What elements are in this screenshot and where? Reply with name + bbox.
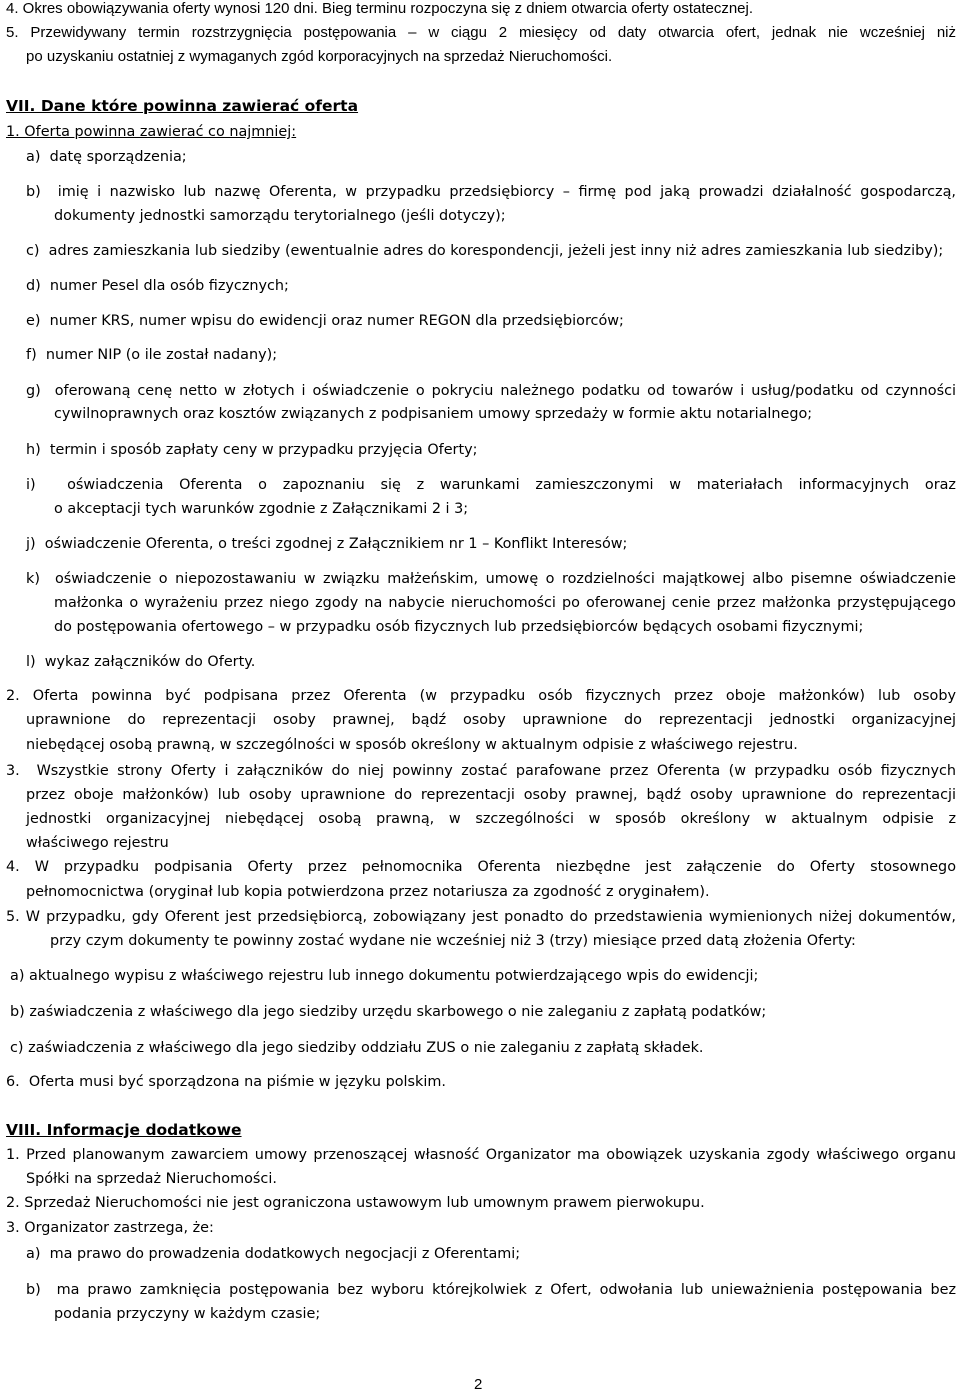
section-7-point-3-line-4: właściwego rejestru [26,835,169,851]
intro-point-5-line-2: po uzyskaniu ostatniej z wymaganych zgód korporacyjnych na sprzedaż Nieruchomości. [26,48,613,65]
section-8-point-2: 2. Sprzedaż Nieruchomości nie jest ograniczona ustawowym lub umownym prawem pierwokupu. [6,1195,705,1211]
item-c: c) adres zamieszkania lub siedziby (ewentualnie adres do korespondencji, jeżeli jest inny niż adres zamieszkania lub siedziby); [26,243,944,259]
intro-point-4: 4. Okres obowiązywania oferty wynosi 120 dni. Bieg terminu rozpoczyna się z dniem otwarcia oferty ostatecznej. [6,0,754,17]
item-d: d) numer Pesel dla osób fizycznych; [26,278,289,294]
section-7-point-3-line-3: jednostki organizacyjnej niebędącej osobą prawną, w szczególności w sposób określony w aktualnym odpisie z [26,811,956,827]
item-g-line-2: cywilnoprawnych oraz kosztów związanych z podpisaniem umowy sprzedaży w formie aktu notarialnego; [54,406,813,422]
section-8-point-3: 3. Organizator zastrzega, że: [6,1220,214,1236]
section-7-point-1-lead: 1. Oferta powinna zawierać co najmniej: [6,124,297,140]
item-k-line-3: do postępowania ofertowego – w przypadku osób fizycznych lub przedsiębiorców będących osobami fizycznymi; [54,619,864,635]
section-8-item-a: a) ma prawo do prowadzenia dodatkowych negocjacji z Oferentami; [26,1246,521,1262]
section-8-item-b-line-2: podania przyczyny w każdym czasie; [54,1306,321,1322]
section-8-point-1-line-2: Spółki na sprzedaż Nieruchomości. [26,1171,277,1187]
item-f: f) numer NIP (o ile został nadany); [26,347,278,363]
section-7-point-5-item-a: a) aktualnego wypisu z właściwego rejestru lub innego dokumentu potwierdzającego wpis do ewidencji; [10,968,759,984]
item-i-line-1: i) oświadczenia Oferenta o zapoznaniu się z warunkami zamieszczonymi w materiałach informacyjnych oraz [26,477,956,493]
section-7-heading: VII. Dane które powinna zawierać oferta [6,97,359,115]
intro-point-5-line-1: 5. Przewidywany termin rozstrzygnięcia postępowania – w ciągu 2 miesięcy od daty otwarcia ofert, jednak nie wcześniej niż [6,24,956,41]
item-h: h) termin i sposób zapłaty ceny w przypadku przyjęcia Oferty; [26,442,478,458]
item-l: l) wykaz załączników do Oferty. [26,654,256,670]
page-number: 2 [474,1376,483,1393]
section-7-point-4-line-2: pełnomocnictwa (oryginał lub kopia potwierdzona przez notariusza za zgodność z oryginałem). [26,884,710,900]
item-b-line-1: b) imię i nazwisko lub nazwę Oferenta, w przypadku przedsiębiorcy – firmę pod jaką prowadzi działalność gospodarczą, [26,184,956,200]
section-7-point-5-item-c: c) zaświadczenia z właściwego dla jego siedziby oddziału ZUS o nie zaleganiu z zapłatą składek. [10,1040,704,1056]
section-8-point-1-line-1: 1. Przed planowanym zawarciem umowy przenoszącej własność Organizator ma obowiązek uzyskania zgody właściwego organu [6,1147,956,1163]
item-b-line-2: dokumenty jednostki samorządu terytorialnego (jeśli dotyczy); [54,208,506,224]
item-k-line-2: małżonka o wyrażeniu przez niego zgody na nabycie nieruchomości po oferowanej cenie przez małżonka przystępującego [54,595,956,611]
section-8-item-b-line-1: b) ma prawo zamknięcia postępowania bez wyboru którejkolwiek z Ofert, odwołania lub unieważnienia postępowania bez [26,1282,956,1298]
section-8-heading: VIII. Informacje dodatkowe [6,1121,242,1139]
section-7-point-3-line-1: 3. Wszystkie strony Oferty i załączników do niej powinny zostać parafowane przez Oferenta (w przypadku osób fizycznych [6,763,956,779]
item-k-line-1: k) oświadczenie o niepozostawaniu w związku małżeńskim, umowę o rozdzielności majątkowej albo pisemne oświadczenie [26,571,956,587]
section-7-point-5-line-2: przy czym dokumenty te powinny zostać wydane nie wcześniej niż 3 (trzy) miesiące przed datą złożenia Oferty: [50,933,856,949]
section-7-point-4-line-1: 4. W przypadku podpisania Oferty przez pełnomocnika Oferenta niezbędne jest załączenie do Oferty stosownego [6,859,956,875]
item-e: e) numer KRS, numer wpisu do ewidencji oraz numer REGON dla przedsiębiorców; [26,313,624,329]
section-7-point-2-line-3: niebędącej osobą prawną, w szczególności w sposób określony w aktualnym odpisie z właściwego rejestru. [26,737,798,753]
item-i-line-2: o akceptacji tych warunków zgodnie z Załącznikami 2 i 3; [54,501,469,517]
section-7-point-5-item-b: b) zaświadczenia z właściwego dla jego siedziby urzędu skarbowego o nie zaleganiu z zapłatą podatków; [10,1004,767,1020]
item-g-line-1: g) oferowaną cenę netto w złotych i oświadczenie o pokryciu należnego podatku od towarów i usług/podatku od czynności [26,383,956,399]
section-7-point-2-line-1: 2. Oferta powinna być podpisana przez Oferenta (w przypadku osób fizycznych przez oboje małżonków) lub osoby [6,688,956,704]
section-7-point-6: 6. Oferta musi być sporządzona na piśmie w języku polskim. [6,1074,446,1090]
item-a: a) datę sporządzenia; [26,149,187,165]
section-7-point-3-line-2: przez oboje małżonków) lub osoby uprawnione do reprezentacji osoby prawnej, bądź osoby uprawnione do reprezentacji [26,787,956,803]
item-j: j) oświadczenie Oferenta, o treści zgodnej z Załącznikiem nr 1 – Konflikt Interesów; [26,536,628,552]
section-7-point-2-line-2: uprawnione do reprezentacji osoby prawnej, bądź osoby uprawnione do reprezentacji jednostki organizacyjnej [26,712,956,728]
section-7-point-5-line-1: 5. W przypadku, gdy Oferent jest przedsiębiorcą, zobowiązany jest ponadto do przedstawienia wymienionych niżej dokumentów, [6,909,956,925]
